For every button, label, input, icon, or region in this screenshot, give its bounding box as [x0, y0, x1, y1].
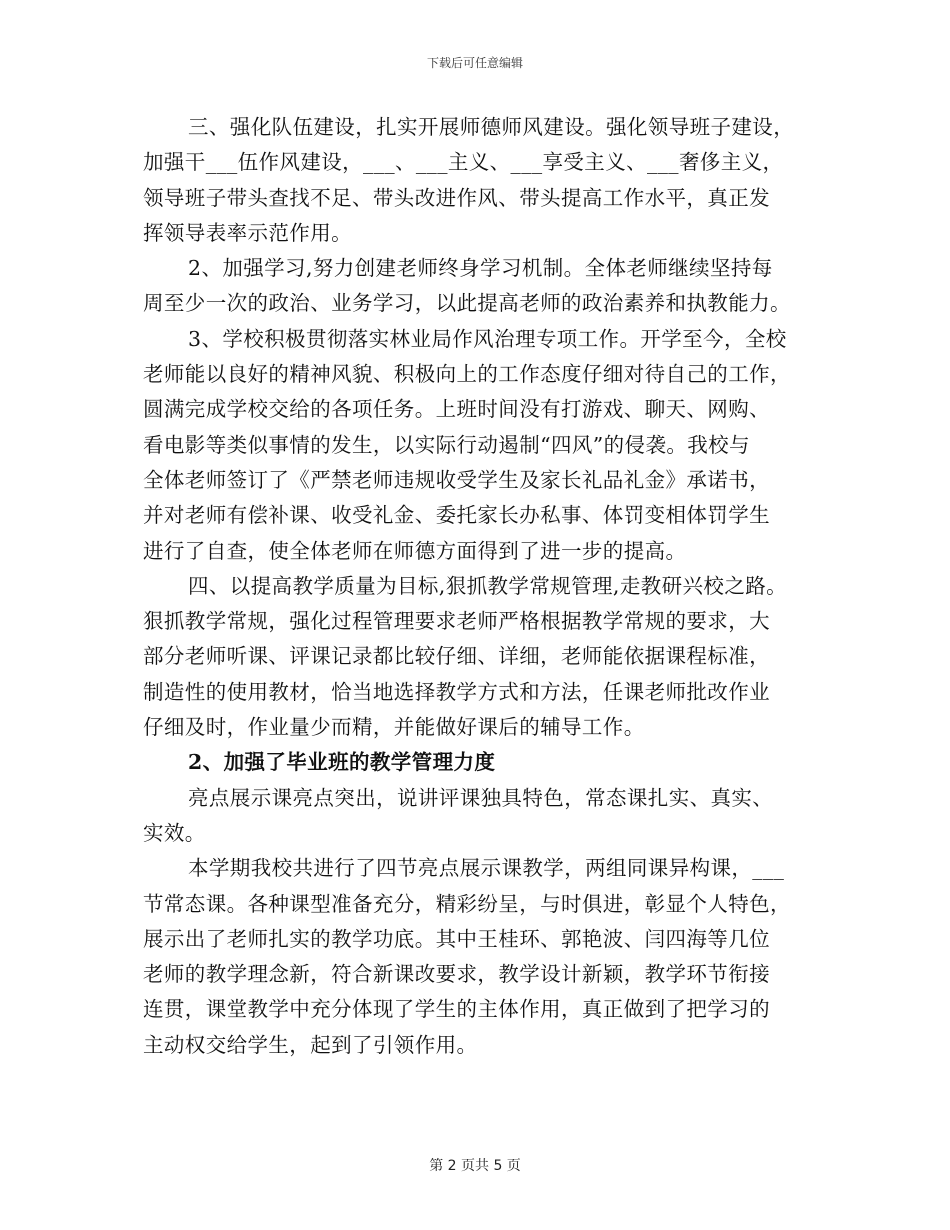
paragraph-line: 仔细及时，作业量少而精，并能做好课后的辅导工作。 [143, 715, 645, 740]
paragraph-line: 连贯，课堂教学中充分体现了学生的主体作用，真正做到了把学习的 [143, 997, 770, 1022]
section-heading: 2、加强了毕业班的教学管理力度 [188, 750, 496, 775]
paragraph-line: 挥领导表率示范作用。 [143, 220, 352, 245]
paragraph-line: 制造性的使用教材，恰当地选择教学方式和方法，任课老师批改作业 [143, 679, 770, 704]
paragraph-line: 老师能以良好的精神风貌、积极向上的工作态度仔细对待自己的工作， [143, 362, 791, 387]
paragraph-line: 本学期我校共进行了四节亮点展示课教学，两组同课异构课，___ [188, 856, 785, 881]
paragraph-line: 并对老师有偿补课、收受礼金、委托家长办私事、体罚变相体罚学生 [143, 503, 770, 528]
paragraph-line: 主动权交给学生，起到了引领作用。 [143, 1032, 478, 1057]
paragraph-line: 2、加强学习,努力创建老师终身学习机制。全体老师继续坚持每 [188, 256, 773, 281]
paragraph-line: 全体老师签订了《严禁老师违规收受学生及家长礼品礼金》承诺书， [143, 467, 770, 492]
paragraph-line: 领导班子带头查找不足、带头改进作风、带头提高工作水平，真正发 [143, 185, 770, 210]
paragraph-line: 圆满完成学校交给的各项任务。上班时间没有打游戏、聊天、网购、 [143, 397, 770, 422]
paragraph-line: 亮点展示课亮点突出，说讲评课独具特色，常态课扎实、真实、 [188, 785, 774, 810]
paragraph-line: 四、以提高教学质量为目标,狠抓教学常规管理,走教研兴校之路。 [188, 573, 788, 598]
body-text [143, 110, 813, 1063]
paragraph-line: 周至少一次的政治、业务学习，以此提高老师的政治素养和执教能力。 [143, 291, 791, 316]
page-header: 下载后可任意编辑 [426, 56, 523, 70]
paragraph-line: 三、强化队伍建设，扎实开展师德师风建设。强化领导班子建设， [188, 115, 795, 139]
page-footer: 第 2 页共 5 页 [429, 1158, 521, 1174]
paragraph-line: 节常态课。各种课型准备充分，精彩纷呈，与时俱进，彰显个人特色， [143, 891, 791, 916]
paragraph-line: 狠抓教学常规，强化过程管理要求老师严格根据教学常规的要求，大 [143, 609, 770, 634]
paragraph-line: 进行了自查，使全体老师在师德方面得到了进一步的提高。 [143, 538, 687, 563]
paragraph-line: 3、学校积极贯彻落实林业局作风治理专项工作。开学至今，全校 [188, 326, 787, 351]
paragraph-line: 部分老师听课、评课记录都比较仔细、详细，老师能依据课程标准， [143, 644, 770, 669]
paragraph-line: 看电影等类似事情的发生，以实际行动遏制“四风”的侵袭。我校与 [143, 432, 750, 457]
paragraph-line: 加强干___伍作风建设，___、___主义、___享受主义、___奢侈主义， [143, 150, 784, 175]
paragraph-line: 老师的教学理念新，符合新课改要求，教学设计新颖，教学环节衔接 [143, 962, 770, 987]
paragraph-line: 实效。 [143, 820, 206, 845]
paragraph-line: 展示出了老师扎实的教学功底。其中王桂环、郭艳波、闫四海等几位 [143, 926, 770, 951]
